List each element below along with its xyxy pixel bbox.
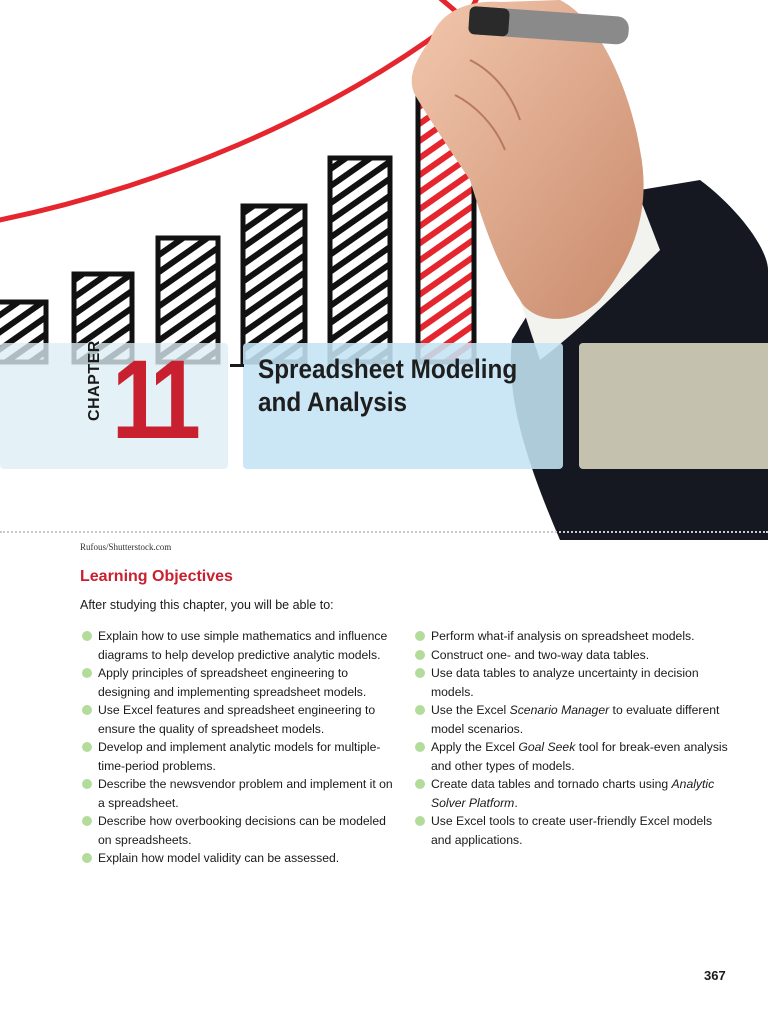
page-number: 367 (704, 968, 726, 983)
chapter-title (258, 353, 528, 419)
bullet-icon (415, 668, 425, 678)
chapter-number: 11 (112, 337, 193, 462)
objective-item (413, 664, 733, 701)
title-dash (230, 364, 244, 367)
objective-text: Perform what-if analysis on spreadsheet models. (431, 629, 695, 643)
objective-item (80, 627, 400, 664)
bullet-icon (415, 631, 425, 641)
objective-text: Use Excel features and spreadsheet engineering to ensure the quality of spreadsheet models. (98, 703, 376, 736)
objective-text: Describe the newsvendor problem and implement it on a spreadsheet. (98, 777, 393, 810)
objective-item (413, 738, 733, 775)
objective-item (413, 627, 733, 646)
objective-text: Use data tables to analyze uncertainty in decision models. (431, 666, 699, 699)
chapter-title-line-1: Spreadsheet Modeling (258, 354, 518, 384)
bullet-icon (82, 705, 92, 715)
banner-panel-right (579, 343, 768, 469)
learning-objectives-heading: Learning Objectives (80, 568, 233, 585)
learning-objectives-intro: After studying this chapter, you will be able to: (80, 598, 334, 612)
objective-text: Explain how model validity can be assessed. (98, 851, 340, 865)
bullet-icon (82, 816, 92, 826)
bullet-icon (82, 853, 92, 863)
bullet-icon (415, 779, 425, 789)
objective-item (80, 664, 400, 701)
objective-text: Apply principles of spreadsheet engineering to designing and implementing spreadsheet models. (98, 666, 367, 699)
objective-item (80, 849, 400, 868)
objective-emphasis: Analytic Solver Platform (431, 777, 715, 810)
bar-4 (243, 206, 305, 362)
bar-5 (330, 158, 390, 362)
bullet-icon (415, 742, 425, 752)
objective-text: to evaluate different model scenarios. (431, 703, 720, 736)
bullet-icon (415, 650, 425, 660)
objective-emphasis: Scenario Manager (509, 703, 610, 717)
bullet-icon (415, 705, 425, 715)
objective-text: Explain how to use simple mathematics and influence diagrams to help develop predictive analytic models. (98, 629, 388, 662)
objective-item (413, 701, 733, 738)
objective-item (80, 738, 400, 775)
image-credit: Rufous/Shutterstock.com (80, 542, 172, 552)
bullet-icon (415, 816, 425, 826)
bullet-icon (82, 631, 92, 641)
objective-text: Describe how overbooking decisions can be modeled on spreadsheets. (98, 814, 386, 847)
bullet-icon (82, 779, 92, 789)
objective-item (413, 812, 733, 849)
objective-text: Develop and implement analytic models for multiple-time-period problems. (98, 740, 381, 773)
objectives-list-right (413, 627, 733, 849)
objective-emphasis: Goal Seek (518, 740, 576, 754)
objectives-list-left (80, 627, 400, 868)
objective-item (80, 812, 400, 849)
bullet-icon (82, 742, 92, 752)
objective-text: . (514, 795, 518, 810)
chapter-label: CHAPTER (86, 340, 103, 421)
objective-item (80, 701, 400, 738)
objective-item (80, 775, 400, 812)
objective-text: Create data tables and tornado charts using (431, 777, 672, 791)
objective-text: Apply the Excel (431, 740, 519, 754)
chapter-title-line-2: and Analysis (258, 387, 408, 417)
bullet-icon (82, 668, 92, 678)
objective-text: Construct one- and two-way data tables. (431, 647, 650, 662)
objective-item (413, 646, 733, 665)
objective-item (413, 775, 733, 812)
objective-text: tool for break-even analysis and other types of models. (431, 740, 728, 773)
dotted-divider (0, 531, 768, 533)
objective-text: Use the Excel (431, 703, 510, 717)
objective-text: Use Excel tools to create user-friendly Excel models and applications. (431, 814, 713, 847)
